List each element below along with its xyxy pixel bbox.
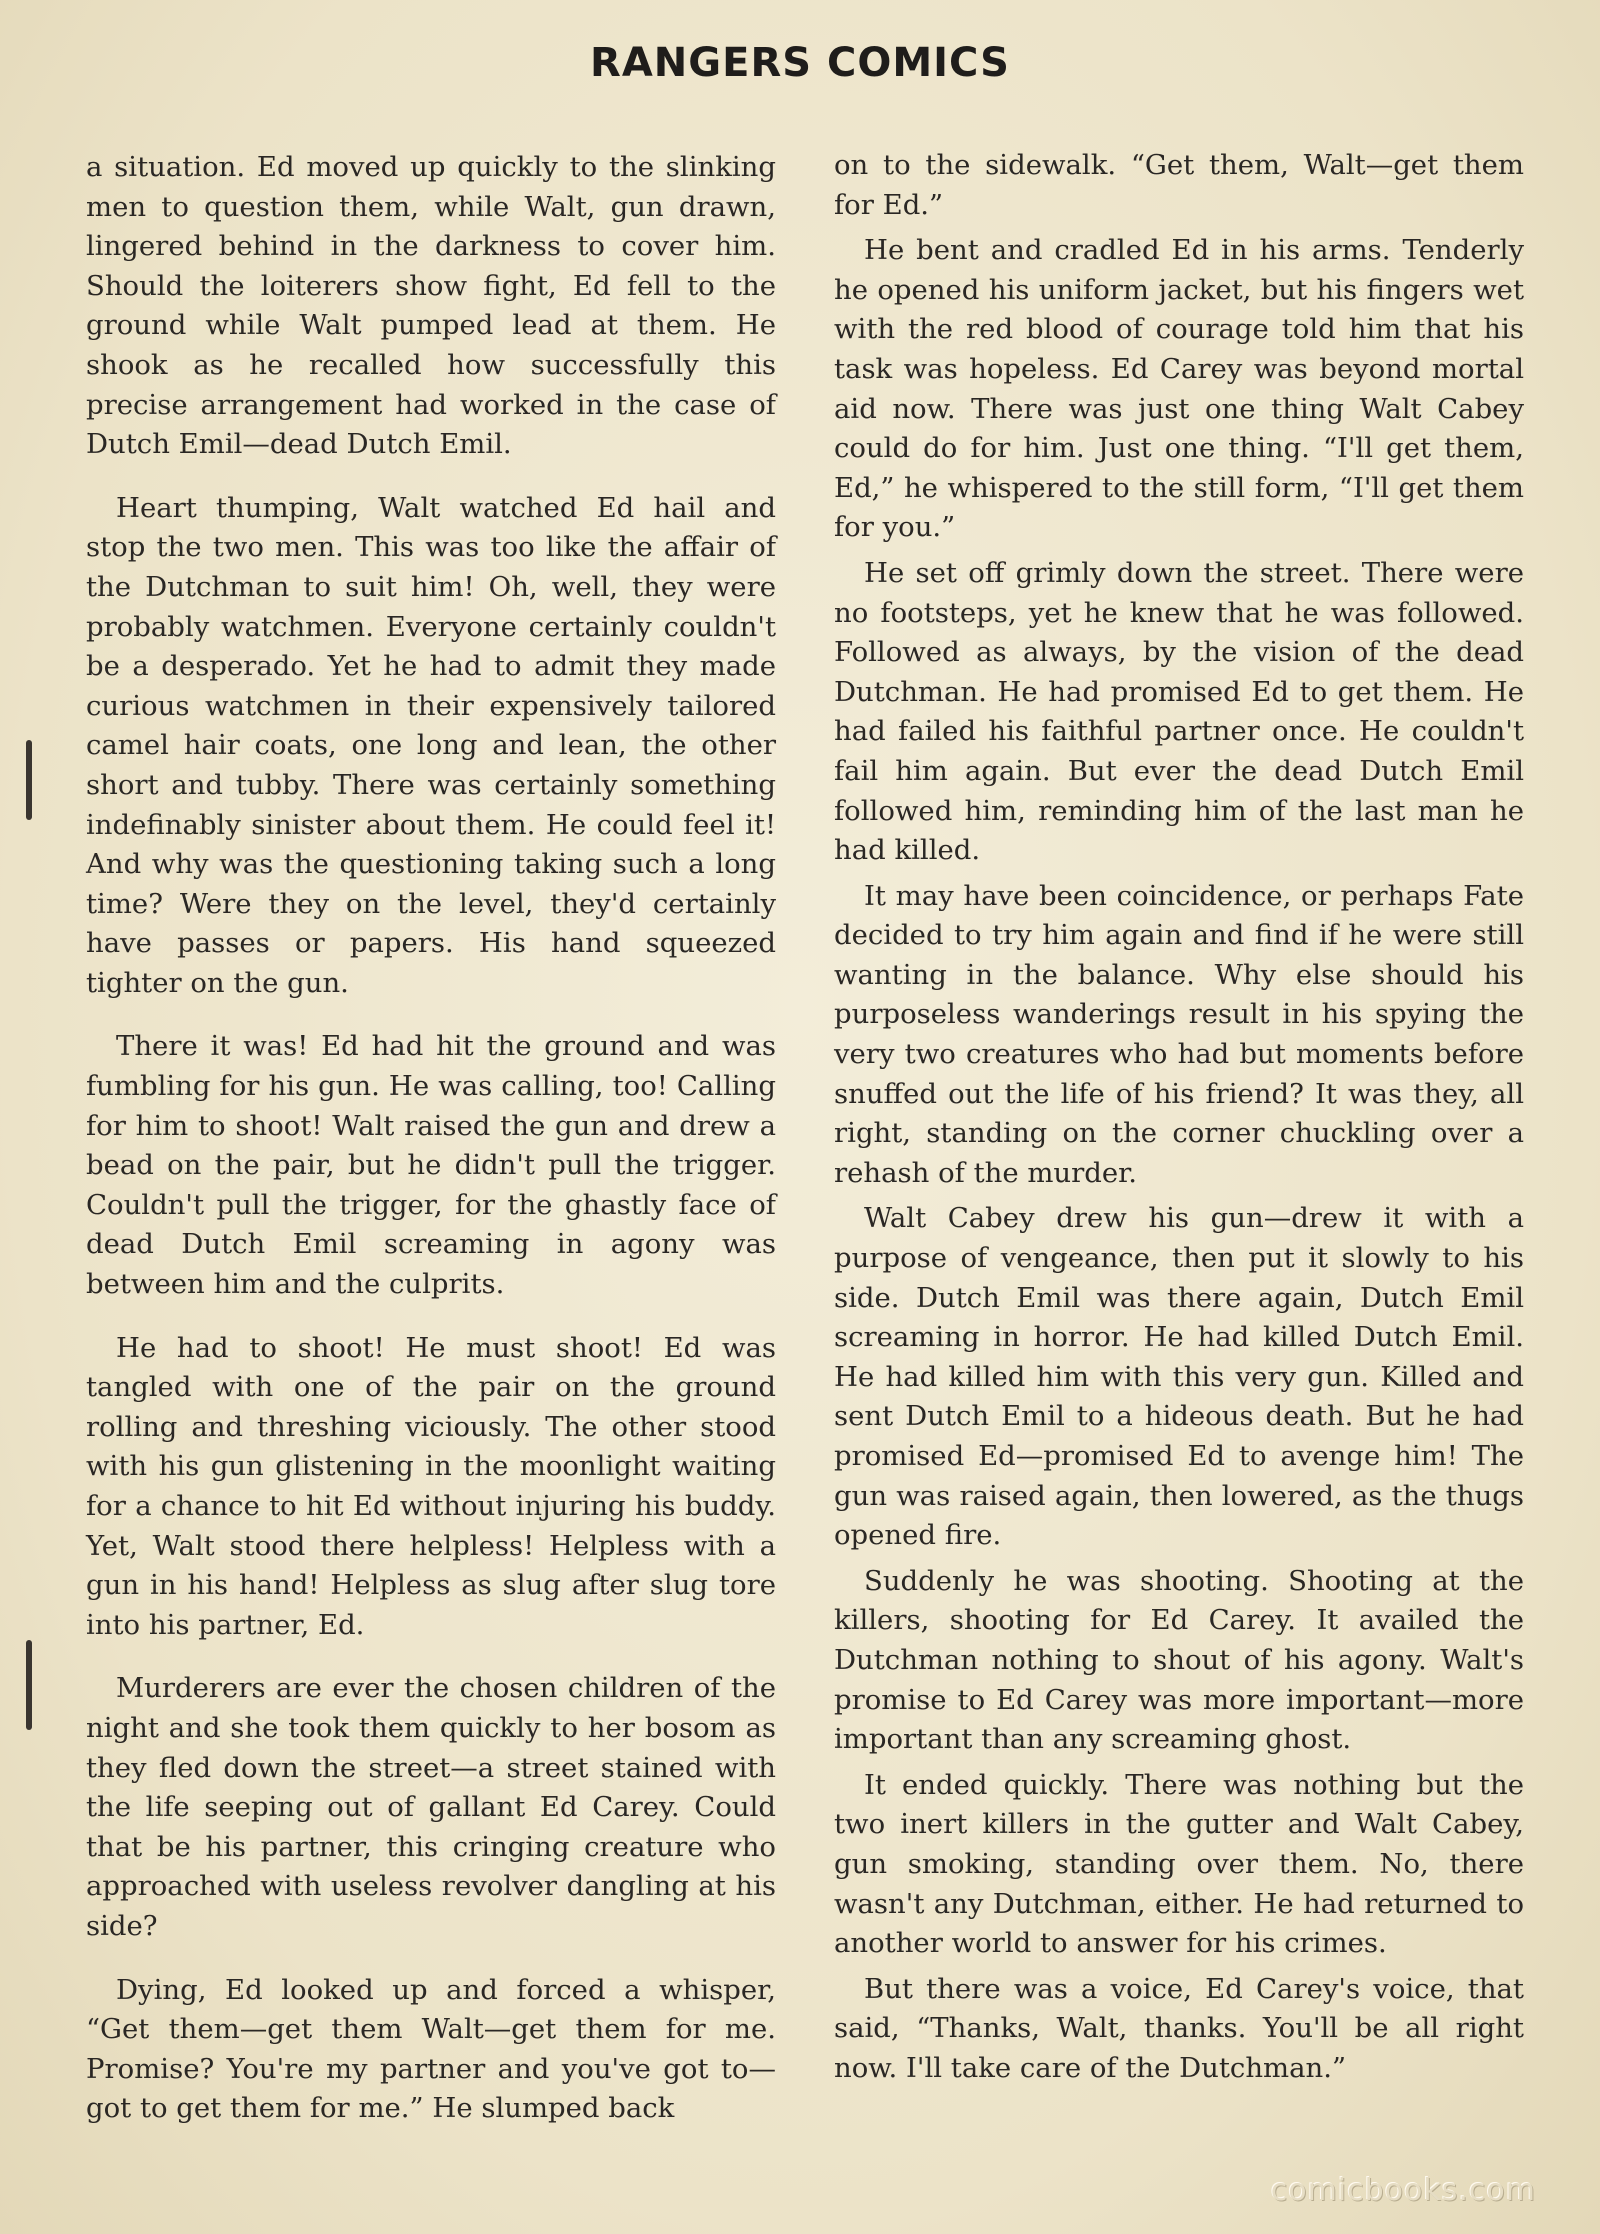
staple-mark [26, 1640, 32, 1730]
paragraph: on to the sidewalk. “Get them, Walt—get them for Ed.” [834, 149, 1524, 221]
paragraph: Heart thumping, Walt watched Ed hail and stop the two men. This was too like the affair of the Dutchman to suit him! Oh, well, they were probably watchmen. Everyone certainly couldn't be a desperado. Yet he had to admit they made curious watchmen in their expensively tailored camel hair coats, one long and lean, the other short and tubby. There was certainly something indefinably sinister about them. He could feel it! And why was the questioning taking such a long time? Were they on the level, they'd certainly have passes or papers. His hand squeezed tighter on the gun. [86, 491, 776, 999]
paragraph: But there was a voice, Ed Carey's voice, that said, “Thanks, Walt, thanks. You'll be all right now. I'll take care of the Dutchman.” [834, 1972, 1524, 2084]
page-header-title: RANGERS COMICS [590, 40, 1010, 86]
paragraph: There it was! Ed had hit the ground and was fumbling for his gun. He was calling, too! Calling for him to shoot! Walt raised the gun and drew a bead on the pair, but he didn't pull the trigger. Couldn't pull the trigger, for the ghastly face of dead Dutch Emil screaming in agony was between him and the culprits. [86, 1030, 776, 1301]
site-watermark: comicbooks.com [1270, 2173, 1536, 2208]
left-text-column [86, 148, 776, 2153]
paragraph: Murderers are ever the chosen children of the night and she took them quickly to her bosom as they fled down the street—a street stained with the life seeping out of gallant Ed Carey. Could that be his partner, this cringing creature who approached with useless revolver dangling at his side? [86, 1672, 776, 1942]
right-text-column [834, 146, 1524, 2095]
paragraph: He set off grimly down the street. There were no footsteps, yet he knew that he was followed. Followed as always, by the vision of the dead Dutchman. He had promised Ed to get them. He had failed his faithful partner once. He couldn't fail him again. But ever the dead Dutch Emil followed him, reminding him of the last man he had killed. [834, 556, 1524, 867]
paragraph: He had to shoot! He must shoot! Ed was tangled with one of the pair on the ground rolling and threshing viciously. The other stood with his gun glistening in the moonlight waiting for a chance to hit Ed without injuring his buddy. Yet, Walt stood there helpless! Helpless with a gun in his hand! Helpless as slug after slug tore into his partner, Ed. [86, 1331, 776, 1641]
paragraph: Dying, Ed looked up and forced a whisper, “Get them—get them Walt—get them for me. Promise? You're my partner and you've got to—got to get them for me.” He slumped back [86, 1973, 776, 2125]
paragraph: Suddenly he was shooting. Shooting at the killers, shooting for Ed Carey. It availed the Dutchman nothing to shout of his agony. Walt's promise to Ed Carey was more important—more important than any screaming ghost. [834, 1564, 1524, 1756]
staple-mark [26, 740, 32, 820]
paragraph: It may have been coincidence, or perhaps Fate decided to try him again and find if he were still wanting in the balance. Why else should his purposeless wanderings result in his spying the very two creatures who had but moments before snuffed out the life of his friend? It was they, all right, standing on the corner chuckling over a rehash of the murder. [834, 879, 1524, 1189]
paragraph: Walt Cabey drew his gun—drew it with a purpose of vengeance, then put it slowly to his side. Dutch Emil was there again, Dutch Emil screaming in horror. He had killed Dutch Emil. He had killed him with this very gun. Killed and sent Dutch Emil to a hideous death. But he had promised Ed—promised Ed to avenge him! The gun was raised again, then lowered, as the thugs opened fire. [834, 1202, 1524, 1552]
paragraph: He bent and cradled Ed in his arms. Tenderly he opened his uniform jacket, but his fingers wet with the red blood of courage told him that his task was hopeless. Ed Carey was beyond mortal aid now. There was just one thing Walt Cabey could do for him. Just one thing. “I'll get them, Ed,” he whispered to the still form, “I'll get them for you.” [834, 234, 1524, 544]
paragraph: a situation. Ed moved up quickly to the slinking men to question them, while Walt, gun drawn, lingered behind in the darkness to cover him. Should the loiterers show fight, Ed fell to the ground while Walt pumped lead at them. He shook as he recalled how successfully this precise arrangement had worked in the case of Dutch Emil—dead Dutch Emil. [86, 151, 776, 461]
paragraph: It ended quickly. There was nothing but the two inert killers in the gutter and Walt Cabey, gun smoking, standing over them. No, there wasn't any Dutchman, either. He had returned to another world to answer for his crimes. [834, 1768, 1524, 1960]
